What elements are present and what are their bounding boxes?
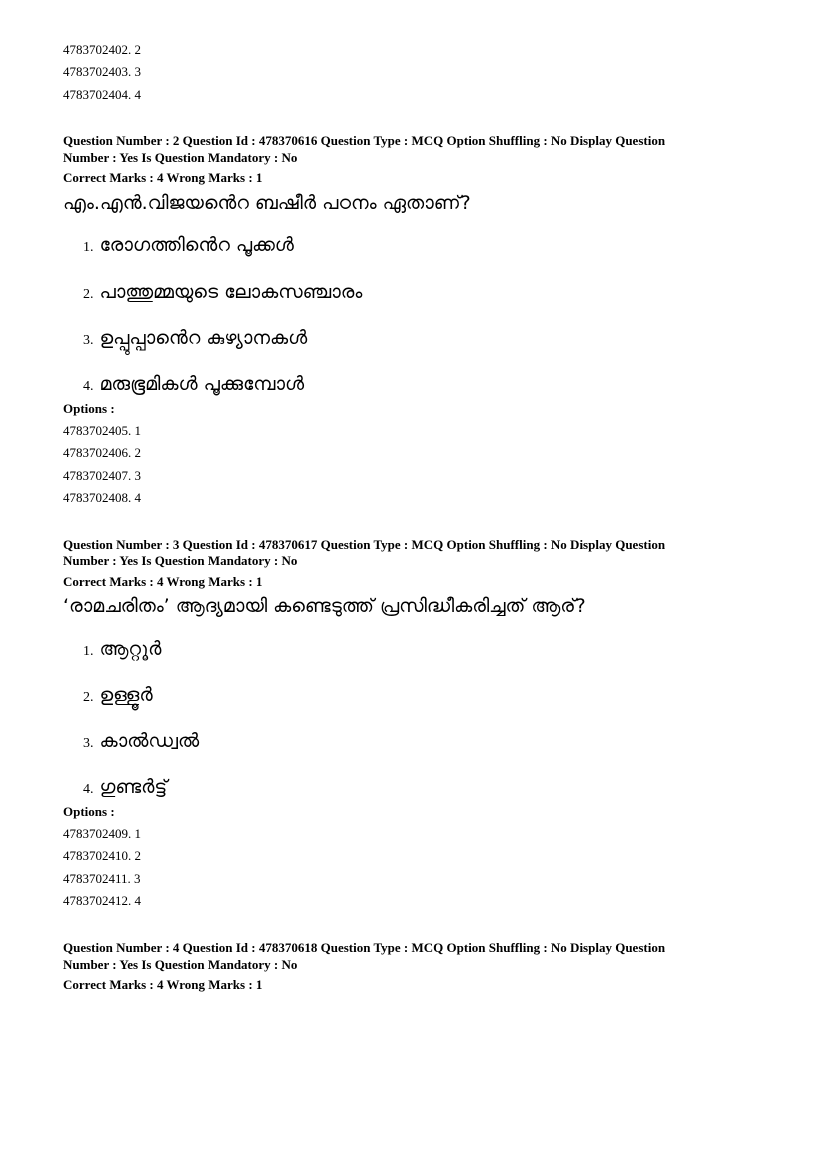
choice-number: 2. (83, 287, 94, 302)
option-line: 4783702406. 2 (63, 445, 141, 460)
answer-choice (83, 233, 294, 260)
choice-text: ആറ്റൂർ (99, 638, 162, 660)
option-line: 4783702409. 1 (63, 826, 141, 841)
options-label: Options : (63, 804, 115, 819)
choice-number: 3. (83, 333, 94, 348)
question-header-cont: Number : Yes Is Question Mandatory : No (63, 957, 298, 972)
choice-number: 1. (83, 644, 94, 659)
question-header: Question Number : 2 Question Id : 478370616 Question Type : MCQ Option Shuffling : No Display Question (63, 133, 666, 148)
choice-number: 1. (83, 240, 94, 255)
option-line: 4783702411. 3 (63, 871, 141, 886)
choice-text: ഗുണ്ടർട്ട് (99, 776, 168, 798)
choice-number: 4. (83, 379, 94, 394)
choice-number: 4. (83, 782, 94, 797)
choice-text: ഉപ്പുപ്പാൻെറ കുഴ്യാനകൾ (99, 327, 308, 349)
choice-number: 2. (83, 690, 94, 705)
answer-choice (83, 729, 199, 756)
question-text: എം.എൻ.വിജയൻെറ ബഷീർ പഠനം ഏതാണ്? (63, 192, 471, 214)
marks-line: Correct Marks : 4 Wrong Marks : 1 (63, 574, 263, 589)
choice-number: 3. (83, 736, 94, 751)
marks-line: Correct Marks : 4 Wrong Marks : 1 (63, 977, 263, 992)
question-header-cont: Number : Yes Is Question Mandatory : No (63, 553, 298, 568)
option-line: 4783702403. 3 (63, 64, 141, 79)
answer-choice (83, 637, 161, 664)
choice-text: മരുഭൂമികൾ പൂക്കുമ്പോൾ (99, 373, 305, 395)
answer-choice (83, 775, 167, 802)
answer-choice (83, 683, 153, 710)
option-line: 4783702405. 1 (63, 423, 141, 438)
option-line: 4783702407. 3 (63, 468, 141, 483)
option-line: 4783702412. 4 (63, 893, 141, 908)
choice-text: ഉള്ളൂർ (99, 684, 153, 706)
option-line: 4783702402. 2 (63, 42, 141, 57)
choice-text: രോഗത്തിൻെറ പൂക്കൾ (99, 234, 294, 256)
marks-line: Correct Marks : 4 Wrong Marks : 1 (63, 170, 263, 185)
question-header-cont: Number : Yes Is Question Mandatory : No (63, 150, 298, 165)
question-header: Question Number : 4 Question Id : 478370618 Question Type : MCQ Option Shuffling : No Display Question (63, 940, 666, 955)
options-label: Options : (63, 401, 115, 416)
question-text: ‘രാമചരിതം’ ആദ്യമായി കണ്ടെടുത്ത് പ്രസിദ്ധീകരിച്ചത് ആര്? (63, 595, 586, 617)
option-line: 4783702404. 4 (63, 87, 141, 102)
choice-text: കാൽഡ്വൽ (99, 730, 200, 752)
question-header: Question Number : 3 Question Id : 478370617 Question Type : MCQ Option Shuffling : No Display Question (63, 537, 666, 552)
answer-choice (83, 280, 362, 307)
choice-text: പാത്തുമ്മയുടെ ലോകസഞ്ചാരം (99, 281, 363, 303)
option-line: 4783702408. 4 (63, 490, 141, 505)
option-line: 4783702410. 2 (63, 848, 141, 863)
answer-choice (83, 326, 307, 353)
answer-choice (83, 372, 304, 399)
